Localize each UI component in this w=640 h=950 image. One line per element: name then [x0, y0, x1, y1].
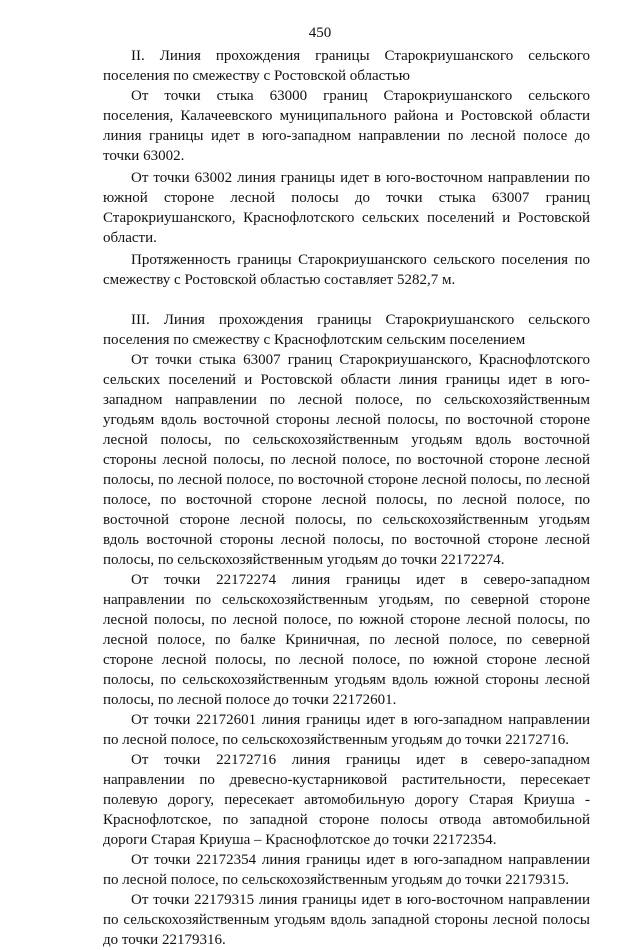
paragraph: От точки 22172274 линия границы идет в северо-западном направлении по сельскохозяйственным угодьям, по северной стороне лесной полосы, по лесной полосе, по южной стороне лесной полосы, по лесной полосе, по балке Криничная, по лесной полосе, по северной стороне лесной полосы, по лесной полосе, по южной стороне лесной полосы, по сельскохозяйственным угодьям вдоль южной стороны лесной полосы, по лесной полосе до точки 22172601. — [103, 572, 590, 708]
document-body — [103, 46, 590, 950]
paragraph: Протяженность границы Старокриушанского сельского поселения по смежеству с Ростовской областью составляет 5282,7 м. — [103, 252, 590, 288]
paragraph: От точки стыка 63000 границ Старокриушанского сельского поселения, Калачеевского муниципального района и Ростовской области линия границы идет в юго-западном направлении по лесной полосе до точки 63002. — [103, 88, 590, 164]
paragraph: От точки 22172716 линия границы идет в северо-западном направлении по древесно-кустарниковой растительности, пересекает полевую дорогу, пересекает автомобильную дорогу Старая Криуша - Краснофлотское, по западной стороне полосы отвода автомобильной дороги Старая Криуша – Краснофлотское до точки 22172354. — [103, 752, 590, 848]
paragraph: От точки 63002 линия границы идет в юго-восточном направлении по южной стороне лесной полосы до точки стыка 63007 границ Старокриушанского, Краснофлотского сельских поселений и Ростовской области. — [103, 170, 590, 246]
paragraph: От точки 22172354 линия границы идет в юго-западном направлении по лесной полосе, по сельскохозяйственным угодьям до точки 22179315. — [103, 852, 590, 888]
section-heading: II. Линия прохождения границы Старокриушанского сельского поселения по смежеству с Ростовской областью — [103, 48, 590, 84]
paragraph: От точки 22172601 линия границы идет в юго-западном направлении по лесной полосе, по сельскохозяйственным угодьям до точки 22172716. — [103, 712, 590, 748]
section-heading: III. Линия прохождения границы Старокриушанского сельского поселения по смежеству с Краснофлотским сельским поселением — [103, 312, 590, 348]
section-3 — [103, 310, 590, 950]
page-number: 450 — [308, 25, 332, 41]
paragraph: От точки 22179315 линия границы идет в юго-восточном направлении по сельскохозяйственным угодьям вдоль западной стороны лесной полосы до точки 22179316. — [103, 892, 590, 948]
paragraph: От точки стыка 63007 границ Старокриушанского, Краснофлотского сельских поселений и Ростовской области линия границы идет в юго-западном направлении по лесной полосе, по сельскохозяйственным угодьям вдоль восточной стороны лесной полосы, по восточной стороне лесной полосы, по сельскохозяйственным угодьям вдоль восточной стороны лесной полосы, по лесной полосе, по восточной стороне лесной полосы, по лесной полосе, по восточной стороне лесной полосы, по лесной полосе, по восточной стороне лесной полосы, по лесной полосе, по восточной стороне лесной полосы, по сельскохозяйственным угодьям вдоль восточной стороны лесной полосы, по восточной стороне лесной полосы, по сельскохозяйственным угодьям до точки 22172274. — [103, 352, 590, 568]
section-2 — [103, 46, 590, 290]
